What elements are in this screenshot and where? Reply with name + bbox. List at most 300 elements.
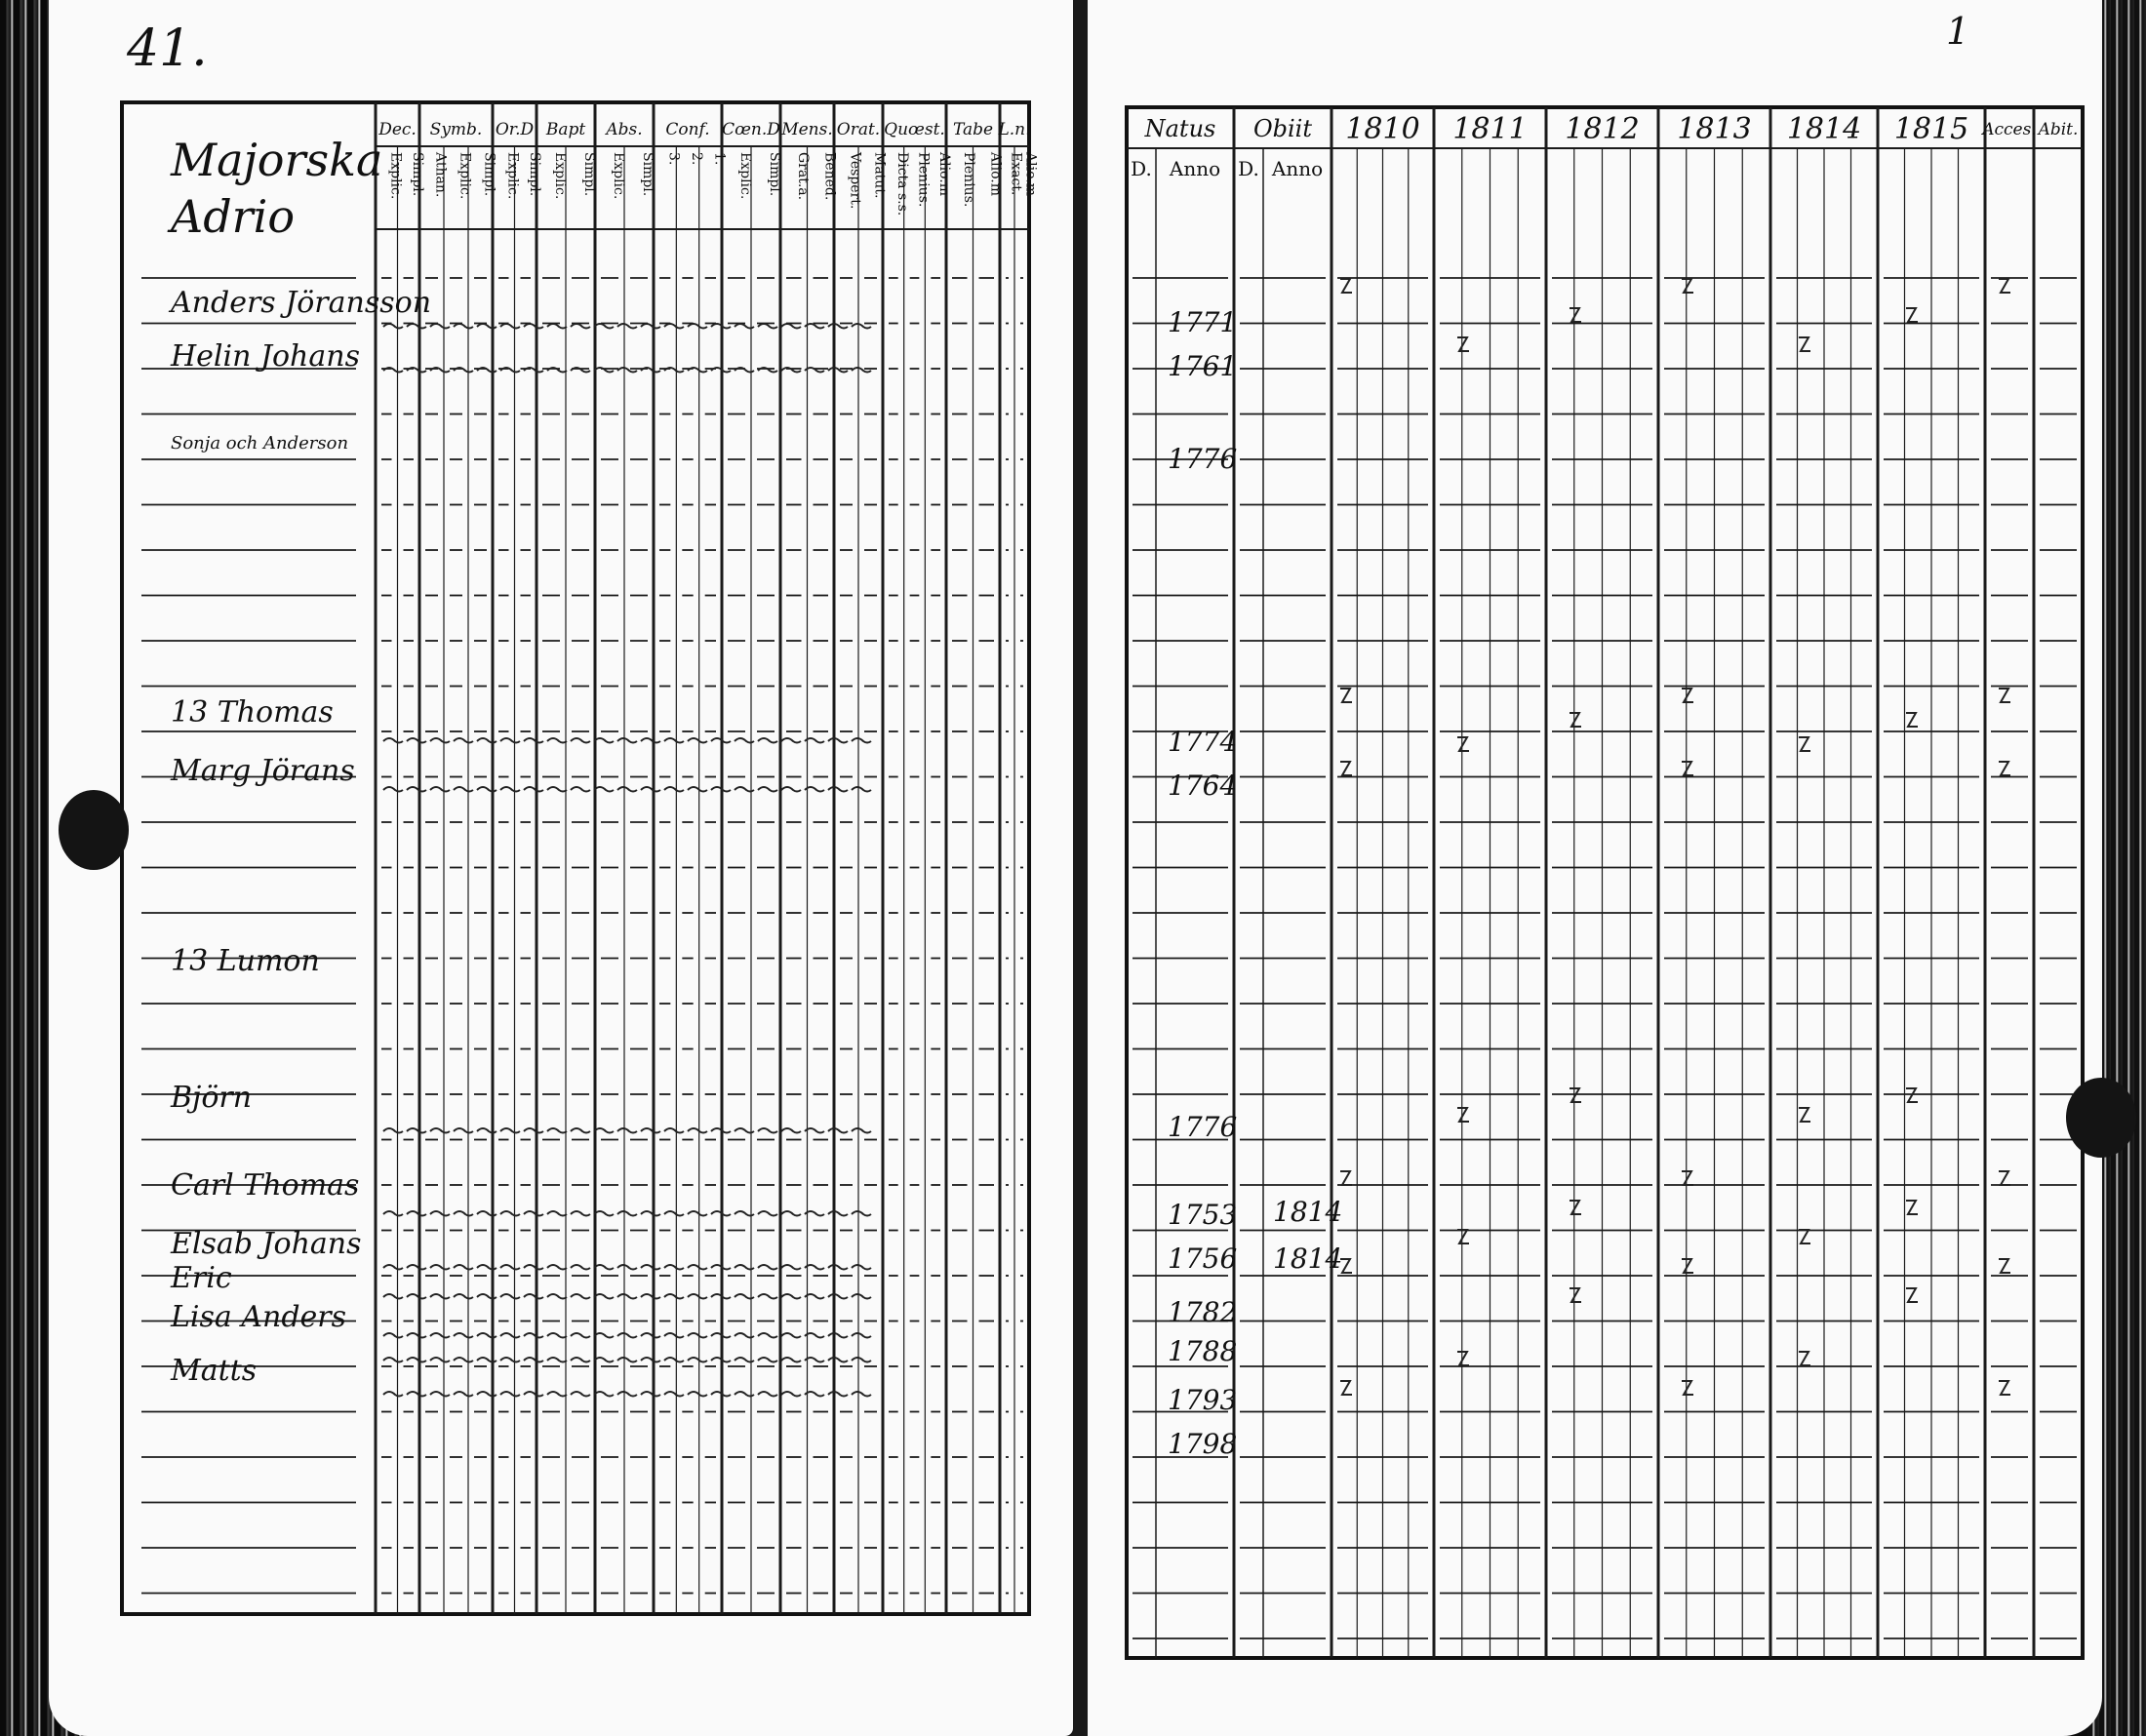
year-header: 1812 [1565,112,1640,146]
left-tick-mark [571,324,590,329]
left-tick-mark [664,1128,684,1133]
left-name-header-line: Majorska [171,134,383,186]
left-tick-mark [454,368,473,373]
left-tick-mark [524,1211,543,1216]
year-cell-mark [1799,337,1810,351]
right-page [1088,0,2102,1736]
left-tick-mark [688,738,707,743]
left-tick-mark [641,1265,660,1270]
left-tick-mark [407,738,426,743]
year-cell-mark [1799,1230,1810,1243]
birth-year-entry: 1761 [1168,350,1238,382]
year-cell-mark [1570,308,1581,322]
birth-year-entry: 1764 [1168,769,1238,802]
left-tick-mark [688,1294,707,1299]
left-tick-mark [852,1333,871,1338]
left-tick-mark [758,787,777,792]
left-column-subheader: Explic. [504,152,521,200]
left-column-subheader: Explic. [387,152,404,200]
left-tick-mark [430,738,450,743]
left-tick-mark [430,1128,450,1133]
left-tick-mark [781,1211,801,1216]
birth-year-entry: 1798 [1168,1428,1238,1460]
left-tick-mark [852,1392,871,1397]
left-person-name: Carl Thomas [171,1168,360,1203]
left-tick-mark [454,1392,473,1397]
left-column-subheader: Simpl. [581,152,597,197]
left-column-subheader: 2. [689,152,704,166]
left-tick-mark [641,324,660,329]
birth-year-entry: 1776 [1168,1111,1238,1143]
left-tick-mark [617,1294,637,1299]
left-table-frame [122,102,1029,1614]
left-tick-mark [500,738,520,743]
left-tick-mark [500,1294,520,1299]
year-cell-mark [1340,1171,1352,1185]
year-header: 1813 [1677,112,1752,146]
left-tick-mark [383,738,403,743]
left-person-name: Lisa Anders [171,1300,347,1334]
natus-d-header: D. [1131,157,1152,180]
left-tick-mark [688,787,707,792]
year-header: 1811 [1452,112,1528,146]
left-column-subheader: Grat.a. [794,152,811,201]
right-year-entries [1168,279,2010,1460]
year-cell-mark [1682,1259,1693,1273]
left-tick-mark [407,787,426,792]
left-tick-mark [781,1265,801,1270]
left-tick-mark [594,1294,614,1299]
left-tick-mark [500,324,520,329]
left-tick-mark [383,1294,403,1299]
left-person-name: 13 Lumon [171,944,320,978]
left-tick-mark [524,1392,543,1397]
birth-year-entry: 1788 [1168,1335,1238,1367]
left-tick-mark [454,1265,473,1270]
year-cell-mark [1570,1201,1581,1214]
left-person-name: Marg Jörans [171,754,355,788]
left-tick-mark [547,368,567,373]
left-tick-mark [571,1392,590,1397]
left-tick-mark [407,1294,426,1299]
left-tick-mark [641,1392,660,1397]
left-tick-mark [547,324,567,329]
left-column-subheader: 1. [711,152,728,166]
left-tick-mark [688,1392,707,1397]
binding-clip-right [2066,1078,2136,1158]
left-tick-mark [828,738,848,743]
left-tick-mark [664,324,684,329]
year-cell-mark [1340,689,1352,702]
left-tick-mark [594,1211,614,1216]
left-tick-mark [828,1265,848,1270]
left-tick-mark [594,1333,614,1338]
left-tick-mark [617,324,637,329]
left-tick-mark [594,787,614,792]
left-column-subheader: Alio.m [936,152,953,196]
left-tick-mark [758,738,777,743]
birth-year-entry: 1756 [1168,1243,1238,1275]
left-tick-mark [430,1333,450,1338]
left-tick-mark [852,738,871,743]
left-tick-mark [781,1333,801,1338]
left-column-subheader: Simpl. [481,152,497,197]
left-tick-mark [407,1128,426,1133]
left-column-subheader: Alio.m [1022,152,1039,196]
left-tick-mark [617,1128,637,1133]
left-tick-mark [524,1265,543,1270]
left-column-subheader: Matut. [871,152,888,199]
left-tick-mark [383,787,403,792]
year-cell-mark [1799,1352,1810,1365]
left-column-subheader: Vespert. [847,152,863,210]
binding-clip-left [59,790,129,870]
death-year-entry: 1814 [1273,1243,1343,1275]
left-tick-mark [664,787,684,792]
left-tick-mark [407,324,426,329]
left-tick-mark [407,1358,426,1362]
year-cell-mark [1999,1381,2010,1395]
year-cell-mark [1340,762,1352,775]
left-tick-mark [454,1211,473,1216]
left-tick-mark [594,324,614,329]
left-tick-mark [500,787,520,792]
right-column-headers [1131,112,2078,180]
left-tick-mark [594,1265,614,1270]
left-column-header: Quœst. [884,120,945,139]
left-tick-mark [664,1211,684,1216]
left-tick-mark [828,1294,848,1299]
left-column-subheader: Simpl. [526,152,542,197]
left-tick-mark [547,1294,567,1299]
left-tick-mark [828,324,848,329]
left-column-header: Abs. [606,120,643,139]
left-person-name: Sonja och Anderson [171,433,349,454]
left-tick-mark [617,1392,637,1397]
left-tick-mark [828,787,848,792]
left-tick-mark [383,1265,403,1270]
obiit-anno-header: Anno [1271,157,1324,180]
year-cell-mark [1999,1171,2010,1185]
left-person-name: Björn [171,1081,253,1115]
left-person-name: Matts [171,1354,258,1388]
left-tick-mark [617,1333,637,1338]
left-tick-mark [641,1128,660,1133]
left-tick-mark [571,1128,590,1133]
left-tick-mark [664,1358,684,1362]
year-cell-mark [1906,1088,1918,1102]
left-tick-mark [664,1294,684,1299]
left-tick-mark [758,1128,777,1133]
year-header: 1810 [1345,112,1420,146]
left-column-subheader: Explic. [611,152,626,200]
left-tick-mark [571,1294,590,1299]
year-cell-mark [1457,337,1469,351]
left-column-header: L.n. [998,120,1031,139]
left-tick-mark [430,1211,450,1216]
left-tick-mark [500,1211,520,1216]
left-tick-mark [571,1211,590,1216]
birth-year-entry: 1793 [1168,1384,1238,1416]
left-person-name: Elsab Johans [171,1227,362,1261]
year-cell-mark [1999,762,2010,775]
left-tick-mark [547,1392,567,1397]
left-tick-mark [407,1265,426,1270]
abit-header: Abit. [2038,120,2079,139]
left-tick-mark [758,1265,777,1270]
left-tick-mark [641,1358,660,1362]
year-cell-mark [1457,1352,1469,1365]
left-tick-mark [500,1392,520,1397]
left-column-header: Dec. [378,120,417,139]
left-tick-mark [407,1333,426,1338]
left-tick-mark [571,1333,590,1338]
obiit-header: Obiit [1252,115,1313,142]
left-tick-mark [641,1211,660,1216]
left-column-subheader: Explic. [552,152,568,200]
left-tick-mark [781,738,801,743]
left-tick-mark [852,324,871,329]
left-tick-mark [454,1358,473,1362]
left-tick-mark [852,1358,871,1362]
year-cell-mark [1570,1088,1581,1102]
left-tick-mark [383,1358,403,1362]
left-person-name: Helin Johans [171,339,360,374]
left-grid-lines [122,102,1029,1614]
left-tick-mark [454,1128,473,1133]
left-column-subheader: Plenius. [960,152,976,208]
left-tick-mark [852,1294,871,1299]
left-tick-mark [524,1333,543,1338]
left-tick-mark [758,1211,777,1216]
left-tick-mark [383,324,403,329]
left-tick-mark [407,368,426,373]
left-tick-mark [617,738,637,743]
left-tick-mark [828,1392,848,1397]
left-tick-mark [500,1265,520,1270]
left-tick-mark [383,368,403,373]
left-column-header: Cœn.D [722,120,780,139]
left-tick-mark [781,1358,801,1362]
left-column-header: Conf. [665,120,710,139]
left-tick-mark [828,1358,848,1362]
birth-year-entry: 1776 [1168,443,1238,475]
left-tick-mark [500,1128,520,1133]
year-header: 1815 [1893,112,1969,146]
left-tick-mark [454,738,473,743]
left-tick-mark [617,1358,637,1362]
left-tick-mark [500,368,520,373]
year-cell-mark [1457,1230,1469,1243]
left-tick-mark [524,324,543,329]
year-cell-mark [1999,1259,2010,1273]
left-tick-mark [430,1392,450,1397]
left-name-header-line: Adrio [171,190,296,243]
left-tick-mark [547,1265,567,1270]
left-tick-mark [664,738,684,743]
year-cell-mark [1682,279,1693,293]
left-column-subheader: Exact. [1008,152,1024,196]
year-cell-mark [1799,1108,1810,1122]
left-tick-mark [828,1333,848,1338]
left-tick-mark [617,1265,637,1270]
left-register-table [49,0,1073,1736]
left-tick-mark [641,738,660,743]
left-tick-mark [664,368,684,373]
left-column-subheader: Simpl. [409,152,425,197]
left-tick-mark [617,787,637,792]
left-tick-mark [524,738,543,743]
left-column-subheader: Explic. [737,152,753,200]
obiit-d-header: D. [1238,157,1259,180]
left-tick-mark [524,1294,543,1299]
left-tick-mark [430,1294,450,1299]
left-column-subheader: Explic. [457,152,473,200]
left-column-subheader: Plenius. [915,152,932,208]
year-cell-mark [1682,1171,1693,1185]
left-tick-mark [688,1358,707,1362]
left-tick-mark [852,1265,871,1270]
left-page [49,0,1073,1736]
left-tick-mark [571,738,590,743]
year-cell-mark [1999,689,2010,702]
left-tick-mark [781,787,801,792]
year-cell-mark [1340,1381,1352,1395]
left-column-subheader: Simpl. [767,152,782,197]
left-tick-mark [571,1265,590,1270]
year-cell-mark [1999,279,2010,293]
left-person-name: 13 Thomas [171,695,334,730]
left-tick-mark [688,1265,707,1270]
left-person-name: Anders Jöransson [171,286,432,320]
year-cell-mark [1570,713,1581,727]
left-tick-mark [594,1358,614,1362]
left-tick-mark [524,787,543,792]
year-cell-mark [1906,713,1918,727]
year-cell-mark [1682,762,1693,775]
left-column-header: Symb. [429,120,483,139]
left-column-subheader: Bened. [821,152,838,201]
birth-year-entry: 1771 [1168,306,1238,338]
left-tick-mark [571,787,590,792]
left-tick-mark [594,1392,614,1397]
left-column-subheader: 3. [665,152,682,166]
left-tick-mark [641,1294,660,1299]
natus-anno-header: Anno [1169,157,1221,180]
left-tick-mark [758,1358,777,1362]
left-tick-mark [430,1358,450,1362]
left-column-header: Or.D [495,120,535,139]
left-tick-mark [547,1333,567,1338]
left-tick-mark [688,1211,707,1216]
right-grid-lines [1127,107,2083,1658]
left-tick-mark [852,1211,871,1216]
left-tick-mark [641,787,660,792]
left-tick-mark [781,1392,801,1397]
left-column-header: Bapt [545,120,586,139]
left-tick-mark [407,1211,426,1216]
year-cell-mark [1906,308,1918,322]
left-column-header: Orat. [836,120,881,139]
left-tick-mark [758,324,777,329]
left-name-entries [168,286,431,1388]
year-header: 1814 [1786,112,1862,146]
left-column-subheader: Alio.m [987,152,1004,196]
year-cell-mark [1340,279,1352,293]
death-year-entry: 1814 [1273,1196,1343,1228]
left-tick-mark [430,368,450,373]
left-tick-mark [758,1392,777,1397]
left-tick-mark [383,1333,403,1338]
left-tick-mark [383,1128,403,1133]
left-tick-mark [454,787,473,792]
left-tick-mark [547,738,567,743]
left-tick-mark [688,324,707,329]
left-tick-mark [500,1333,520,1338]
left-tick-mark [781,324,801,329]
left-tick-mark [430,1265,450,1270]
left-column-subheader: Athan. [432,152,449,198]
left-tick-mark [383,1211,403,1216]
left-tick-mark [383,1392,403,1397]
left-tick-mark [547,787,567,792]
left-tick-mark [828,1128,848,1133]
natus-header: Natus [1144,115,1216,142]
left-tick-mark [664,1333,684,1338]
birth-year-entry: 1753 [1168,1199,1238,1231]
left-column-subheader: Dicta s.s. [894,152,910,217]
left-tick-mark [500,1358,520,1362]
right-register-table [1088,0,2102,1736]
birth-year-entry: 1782 [1168,1296,1238,1328]
year-cell-mark [1457,737,1469,751]
right-table-frame [1127,107,2083,1658]
left-tick-mark [430,787,450,792]
left-person-name: Eric [171,1261,232,1295]
left-tick-mark [430,324,450,329]
year-cell-mark [1799,737,1810,751]
left-tick-mark [547,1128,567,1133]
left-tick-mark [641,368,660,373]
left-tick-mark [852,787,871,792]
left-tick-mark [688,1128,707,1133]
left-tick-mark [407,1392,426,1397]
left-column-header: Mens. [781,120,833,139]
left-tick-mark [688,368,707,373]
left-tick-mark [852,1128,871,1133]
left-tick-mark [664,1392,684,1397]
year-cell-mark [1682,1381,1693,1395]
year-cell-mark [1906,1288,1918,1302]
left-tick-mark [781,1128,801,1133]
left-column-header: Tabe [952,120,994,139]
left-tick-mark [664,1265,684,1270]
right-page-number: 1 [1946,10,1970,53]
left-tick-mark [781,1294,801,1299]
left-page-number: 41. [127,20,208,78]
birth-year-entry: 1774 [1168,726,1238,758]
left-tick-mark [524,1128,543,1133]
year-cell-mark [1457,1108,1469,1122]
left-tick-mark [828,1211,848,1216]
left-tick-mark [454,1294,473,1299]
left-tick-mark [454,324,473,329]
year-cell-mark [1682,689,1693,702]
left-tick-mark [758,1294,777,1299]
acces-header: Acces. [1982,120,2037,139]
left-tick-mark [758,1333,777,1338]
left-tick-mark [594,1128,614,1133]
